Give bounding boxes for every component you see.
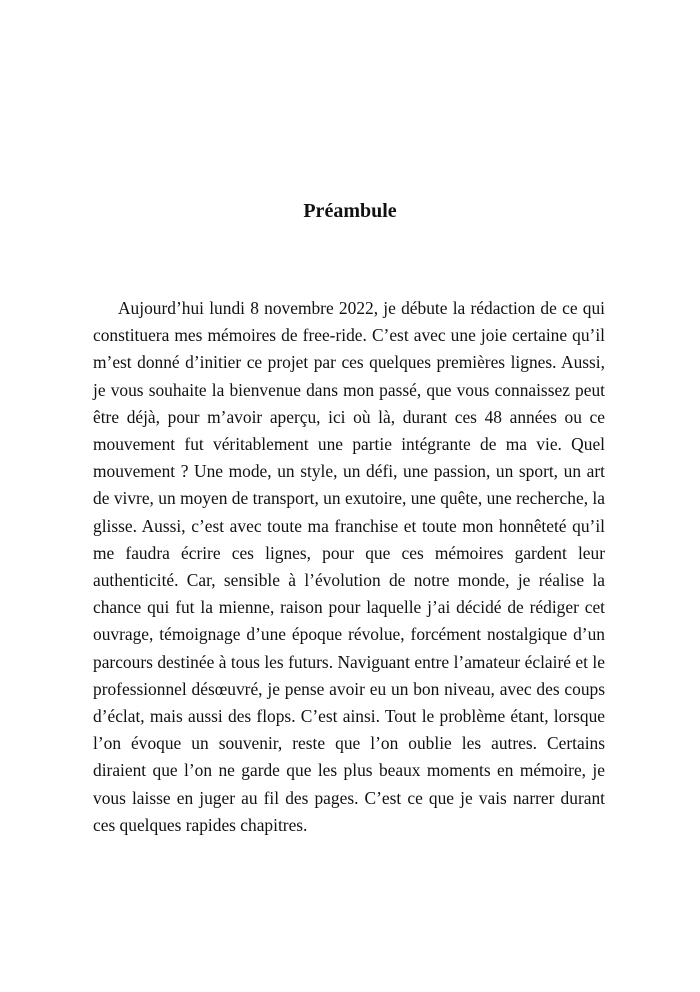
page-title: Préambule <box>303 200 397 222</box>
body-paragraph: Aujourd’hui lundi 8 novembre 2022, je débute la rédaction de ce qui constituera mes mémoires de free-ride. C’est avec une joie certaine qu’il m’est donné d’initier ce projet par ces quelques premières lignes. Aussi, je vous souhaite la bienvenue dans mon passé, que vous connaissez peut être déjà, pour m’avoir aperçu, ici où là, durant ces 48 années ou ce mouvement fut véritablement une partie intégrante de ma vie. Quel mouvement ? Une mode, un style, un défi, une passion, un sport, un art de vivre, un moyen de transport, un exutoire, une quête, une recherche, la glisse. Aussi, c’est avec toute ma franchise et toute mon honnêteté qu’il me faudra écrire ces lignes, pour que ces mémoires gardent leur authenticité. Car, sensible à l’évolution de notre monde, je réalise la chance qui fut la mienne, raison pour laquelle j’ai décidé de rédiger cet ouvrage, témoignage d’une époque révolue, forcément nostalgique d’un parcours destinée à tous les futurs. Naviguant entre l’amateur éclairé et le professionnel désœuvré, je pense avoir eu un bon niveau, avec des coups d’éclat, mais aussi des flops. C’est ainsi. Tout le problème étant, lorsque l’on évoque un souvenir, reste que l’on oublie les autres. Certains diraient que l’on ne garde que les plus beaux moments en mémoire, je vous laisse en juger au fil des pages. C’est ce que je vais narrer durant ces quelques rapides chapitres. <box>93 298 605 835</box>
